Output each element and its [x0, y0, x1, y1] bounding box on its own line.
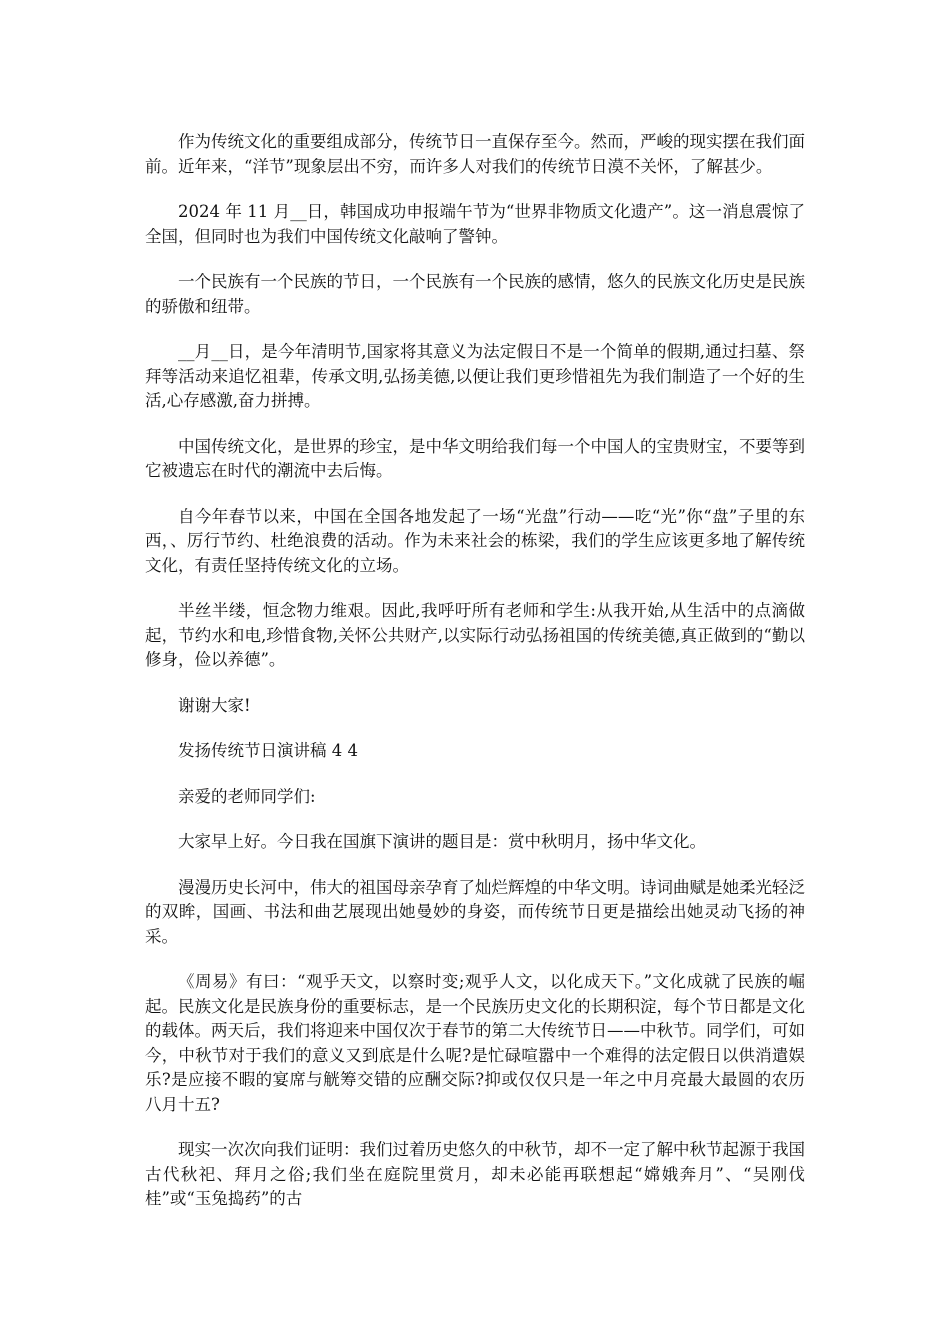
document-body	[145, 130, 805, 1212]
paragraph-topic: 大家早上好。今日我在国旗下演讲的题目是：赏中秋明月，扬中华文化。	[178, 832, 706, 851]
paragraph-qingming: __月__日，是今年清明节,国家将其意义为法定假日不是一个简单的假期,通过扫墓、祭拜等活动来追忆祖辈，传承文明,弘扬美德,以便让我们更珍惜祖先为我们制造了一个好的生活,心存感激,奋力拼搏。	[145, 342, 805, 410]
paragraph-frugality-call: 半丝半缕，恒念物力维艰。因此,我呼吁所有老师和学生:从我开始,从生活中的点滴做起，节约水和电,珍惜食物,关怀公共财产,以实际行动弘扬祖国的传统美德,真正做到的“勤以修身，俭以养德”。	[145, 601, 805, 669]
paragraph-clean-plate: 自今年春节以来，中国在全国各地发起了一场“光盘”行动——吃“光”你“盘”子里的东西，、厉行节约、杜绝浪费的活动。作为未来社会的栋梁，我们的学生应该更多地了解传统文化，有责任坚持传统文化的立场。	[145, 506, 805, 575]
paragraph-dragon-boat-heritage: 2024 年 11 月__日，韩国成功申报端午节为“世界非物质文化遗产”。这一消息震惊了全国，但同时也为我们中国传统文化敲响了警钟。	[145, 202, 805, 246]
paragraph-cultural-treasure: 中国传统文化，是世界的珍宝，是中华文明给我们每一个中国人的宝贵财宝，不要等到它被遗忘在时代的潮流中去后悔。	[145, 436, 805, 480]
paragraph-chinese-civilization: 漫漫历史长河中，伟大的祖国母亲孕育了灿烂辉煌的中华文明。诗词曲赋是她柔光轻泛的双眸，国画、书法和曲艺展现出她曼妙的身姿，而传统节日更是描绘出她灵动飞扬的神采。	[145, 877, 805, 946]
paragraph-mid-autumn-origins: 现实一次次向我们证明：我们过着历史悠久的中秋节，却不一定了解中秋节起源于我国古代秋祀、拜月之俗;我们坐在庭院里赏月，却未必能再联想起“嫦娥奔月”、“吴刚伐桂”或“玉兔捣药”的古	[145, 1140, 805, 1208]
paragraph-national-festivals: 一个民族有一个民族的节日，一个民族有一个民族的感情，悠久的民族文化历史是民族的骄傲和纽带。	[145, 272, 805, 316]
paragraph-traditional-festivals-intro: 作为传统文化的重要组成部分，传统节日一直保存至今。然而，严峻的现实摆在我们面前。近年来，“洋节”现象层出不穷，而许多人对我们的传统节日漠不关怀，了解甚少。	[145, 132, 805, 176]
paragraph-thanks: 谢谢大家!	[178, 695, 251, 715]
speech-title: 发扬传统节日演讲稿 4 4	[178, 741, 358, 760]
paragraph-zhouyi-mid-autumn: 《周易》有曰：“观乎天文，以察时变;观乎人文，以化成天下。”文化成就了民族的崛起。民族文化是民族身份的重要标志，是一个民族历史文化的长期积淀，每个节日都是文化的载体。两天后，我们将迎来中国仅次于春节的第二大传统节日——中秋节。同学们，可如今，中秋节对于我们的意义又到底是什么呢?是忙碌喧嚣中一个难得的法定假日以供消遣娱乐?是应接不暇的宴席与觥筹交错的应酬交际?抑或仅仅只是一年之中月亮最大最圆的农历八月十五?	[145, 972, 805, 1114]
paragraph-greeting: 亲爱的老师同学们:	[178, 786, 316, 806]
